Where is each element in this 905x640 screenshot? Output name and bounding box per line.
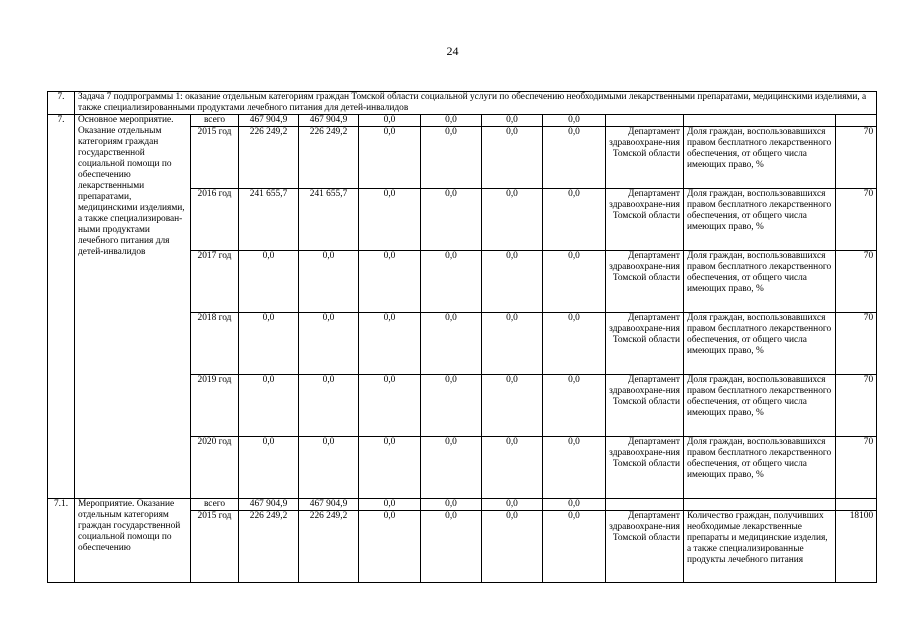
amount-cell: 0,0 [421,127,482,189]
indicator-name: Доля граждан, воспользовавшихся правом бесплатного лекарственного обеспечения, от общего числа имеющих право, % [684,375,836,437]
empty-cell [606,115,684,127]
amount-cell: 0,0 [421,511,482,583]
amount-cell: 0,0 [543,115,606,127]
indicator-name: Доля граждан, воспользовавшихся правом бесплатного лекарственного обеспечения, от общего числа имеющих право, % [684,313,836,375]
indicator-name: Доля граждан, воспользовавшихся правом бесплатного лекарственного обеспечения, от общего числа имеющих право, % [684,127,836,189]
amount-cell: 0,0 [299,375,359,437]
amount-cell: 0,0 [359,511,421,583]
responsible-department: Департамент здравоохране-ния Томской области [606,375,684,437]
amount-cell: 0,0 [421,375,482,437]
indicator-name: Количество граждан, получивших необходимые лекарственные препараты и медицинские изделия, а также специализированные продукты лечебного питания [684,511,836,583]
amount-cell: 226 249,2 [239,511,299,583]
amount-cell: 467 904,9 [299,499,359,511]
amount-cell: 0,0 [299,437,359,499]
empty-cell [836,499,877,511]
amount-cell: 0,0 [421,251,482,313]
amount-cell: 0,0 [543,511,606,583]
period-label: 2015 год [191,511,239,583]
responsible-department: Департамент здравоохране-ния Томской области [606,189,684,251]
period-label: 2019 год [191,375,239,437]
amount-cell: 241 655,7 [239,189,299,251]
amount-cell: 0,0 [239,437,299,499]
task-number: 7. [48,92,75,115]
amount-cell: 467 904,9 [299,115,359,127]
amount-cell: 0,0 [359,499,421,511]
indicator-value: 70 [836,127,877,189]
page-number: 24 [446,44,459,58]
amount-cell: 0,0 [359,189,421,251]
indicator-name: Доля граждан, воспользовавшихся правом бесплатного лекарственного обеспечения, от общего числа имеющих право, % [684,437,836,499]
responsible-department: Департамент здравоохране-ния Томской области [606,251,684,313]
empty-cell [684,499,836,511]
amount-cell: 0,0 [359,437,421,499]
amount-cell: 241 655,7 [299,189,359,251]
amount-cell: 0,0 [482,313,543,375]
amount-cell: 467 904,9 [239,499,299,511]
period-label: всего [191,115,239,127]
responsible-department: Департамент здравоохране-ния Томской области [606,511,684,583]
amount-cell: 0,0 [482,189,543,251]
program-table [47,91,877,583]
period-label: всего [191,499,239,511]
item-name: Основное мероприятие. Оказание отдельным категориям граждан государственной социальной помощи по обеспечению лекарственными препаратами, медицинскими изделиями, а также специализирован-ными продуктами лечебного питания для детей-инвалидов [75,115,191,499]
amount-cell: 0,0 [421,115,482,127]
period-label: 2018 год [191,313,239,375]
indicator-value: 70 [836,189,877,251]
amount-cell: 226 249,2 [299,511,359,583]
amount-cell: 0,0 [543,189,606,251]
amount-cell: 0,0 [239,313,299,375]
indicator-value: 18100 [836,511,877,583]
amount-cell: 0,0 [421,189,482,251]
period-label: 2016 год [191,189,239,251]
responsible-department: Департамент здравоохране-ния Томской области [606,313,684,375]
indicator-value: 70 [836,437,877,499]
amount-cell: 0,0 [239,251,299,313]
amount-cell: 0,0 [482,499,543,511]
amount-cell: 0,0 [543,437,606,499]
amount-cell: 0,0 [421,437,482,499]
period-label: 2015 год [191,127,239,189]
item-number: 7.1. [48,499,75,583]
amount-cell: 0,0 [239,375,299,437]
amount-cell: 0,0 [359,127,421,189]
amount-cell: 0,0 [299,251,359,313]
amount-cell: 0,0 [543,375,606,437]
amount-cell: 0,0 [421,499,482,511]
period-label: 2020 год [191,437,239,499]
amount-cell: 0,0 [482,375,543,437]
table-row [48,499,877,511]
period-label: 2017 год [191,251,239,313]
indicator-value: 70 [836,313,877,375]
empty-cell [684,115,836,127]
amount-cell: 0,0 [359,115,421,127]
amount-cell: 0,0 [482,127,543,189]
amount-cell: 0,0 [543,499,606,511]
amount-cell: 0,0 [359,375,421,437]
amount-cell: 226 249,2 [239,127,299,189]
amount-cell: 226 249,2 [299,127,359,189]
item-number: 7. [48,115,75,499]
task-row [48,92,877,115]
task-text: Задача 7 подпрограммы 1: оказание отдельным категориям граждан Томской области социальной услуги по обеспечению необходимыми лекарственными препаратами, медицинскими изделиями, а также специализированными продуктами лечебного питания для детей-инвалидов [75,92,877,115]
empty-cell [836,115,877,127]
amount-cell: 467 904,9 [239,115,299,127]
responsible-department: Департамент здравоохране-ния Томской области [606,437,684,499]
empty-cell [606,499,684,511]
indicator-name: Доля граждан, воспользовавшихся правом бесплатного лекарственного обеспечения, от общего числа имеющих право, % [684,251,836,313]
table-row [48,115,877,127]
amount-cell: 0,0 [359,251,421,313]
amount-cell: 0,0 [482,511,543,583]
amount-cell: 0,0 [299,313,359,375]
amount-cell: 0,0 [482,115,543,127]
indicator-value: 70 [836,251,877,313]
responsible-department: Департамент здравоохране-ния Томской области [606,127,684,189]
item-name: Мероприятие. Оказание отдельным категориям граждан государственной социальной помощи по обеспечению [75,499,191,583]
indicator-value: 70 [836,375,877,437]
amount-cell: 0,0 [543,251,606,313]
indicator-name: Доля граждан, воспользовавшихся правом бесплатного лекарственного обеспечения, от общего числа имеющих право, % [684,189,836,251]
amount-cell: 0,0 [359,313,421,375]
amount-cell: 0,0 [543,313,606,375]
amount-cell: 0,0 [543,127,606,189]
amount-cell: 0,0 [482,437,543,499]
amount-cell: 0,0 [482,251,543,313]
amount-cell: 0,0 [421,313,482,375]
